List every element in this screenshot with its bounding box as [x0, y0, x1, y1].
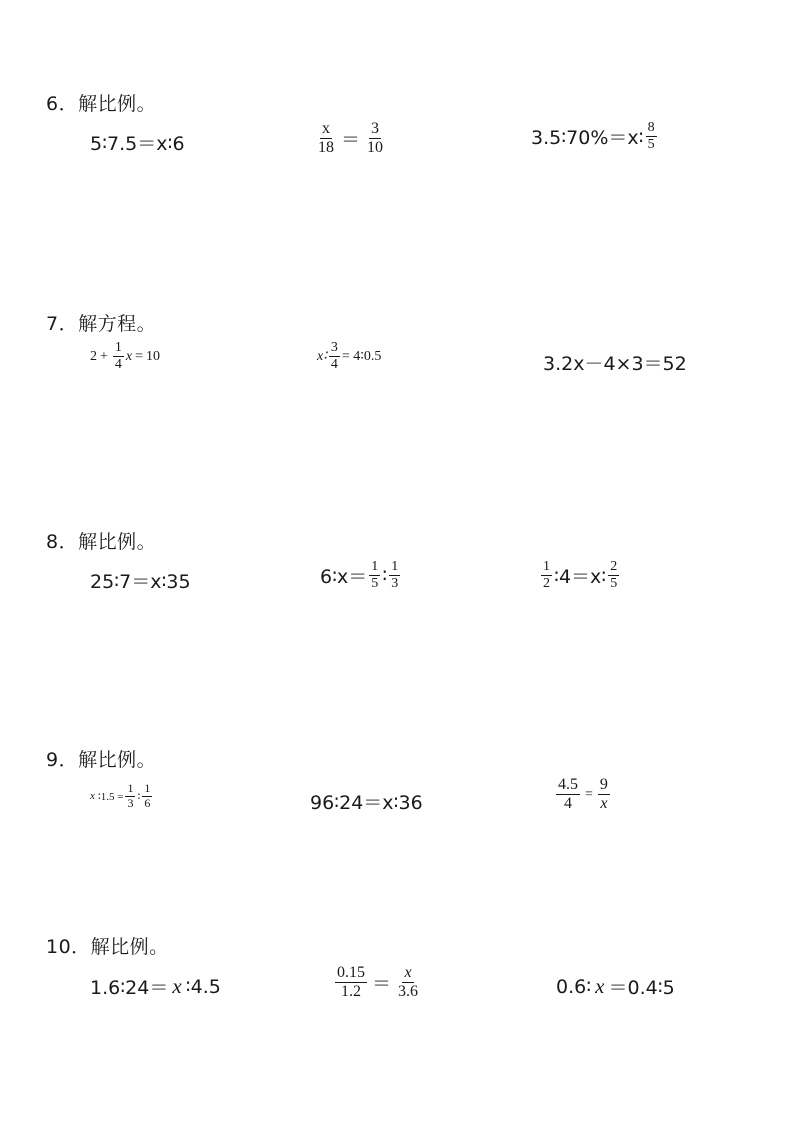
q8-problem-1: 25∶7＝x∶35 [90, 571, 191, 593]
q7-problem-1: 2 + $\frac{1}{4}$ x = 10 [90, 340, 161, 373]
fraction: $\frac{1}{4}$ [114, 340, 122, 373]
q6-problem-3: 3.5∶70%＝x∶ $\frac{8}{5}$ [531, 120, 655, 153]
question-8-title: 8．解比例。 [46, 531, 157, 553]
q9-problem-2: 96∶24＝x∶36 [310, 792, 423, 814]
q10-problem-3: 0.6∶ x ＝0.4∶5 [556, 974, 675, 999]
question-10-title: 10．解比例。 [46, 936, 169, 958]
question-7-title: 7．解方程。 [46, 313, 157, 335]
q6-problem-2: $\frac{x}{18}$ ＝ $\frac{3}{10}$ [318, 120, 384, 157]
fraction: $\frac{x}{18}$ [318, 120, 334, 157]
question-9-title: 9．解比例。 [46, 749, 157, 771]
fraction: $\frac{3}{4}$ [330, 340, 338, 373]
question-6-title: 6．解比例。 [46, 93, 157, 115]
fraction: $\frac{9}{x}$ [599, 776, 608, 813]
fraction: $\frac{2}{5}$ [610, 559, 618, 592]
q9-problem-3: $\frac{4.5}{4}$ = $\frac{9}{x}$ [558, 776, 608, 813]
fraction: $\frac{1}{6}$ [144, 781, 151, 810]
fraction: $\frac{3}{10}$ [367, 120, 384, 157]
fraction: $\frac{x}{3.6}$ [398, 964, 419, 1001]
fraction: $\frac{1}{2}$ [543, 559, 550, 592]
q8-problem-3: $\frac{1}{2}$ ∶4＝x∶ $\frac{2}{5}$ [543, 559, 618, 592]
fraction: $\frac{0.15}{1.2}$ [337, 964, 365, 1001]
q7-problem-3: 3.2x－4×3＝52 [543, 353, 687, 375]
q7-problem-2: x∶ $\frac{3}{4}$ = 4∶0.5 [317, 340, 382, 373]
q6-problem-1: 5∶7.5＝x∶6 [90, 133, 185, 155]
q10-problem-1: 1.6∶24＝ x ∶4.5 [90, 974, 221, 999]
q9-problem-1: x ∶1.5 = $\frac{1}{3}$ ∶ $\frac{1}{6}$ [90, 781, 151, 810]
fraction: $\frac{1}{3}$ [391, 559, 399, 592]
fraction: $\frac{1}{5}$ [371, 559, 379, 592]
fraction: $\frac{8}{5}$ [647, 120, 655, 153]
fraction: $\frac{4.5}{4}$ [558, 776, 578, 813]
fraction: $\frac{1}{3}$ [127, 781, 134, 810]
q8-problem-2: 6∶x＝ $\frac{1}{5}$ ∶ $\frac{1}{3}$ [320, 559, 399, 592]
q10-problem-2: $\frac{0.15}{1.2}$ ＝ $\frac{x}{3.6}$ [337, 964, 419, 1001]
